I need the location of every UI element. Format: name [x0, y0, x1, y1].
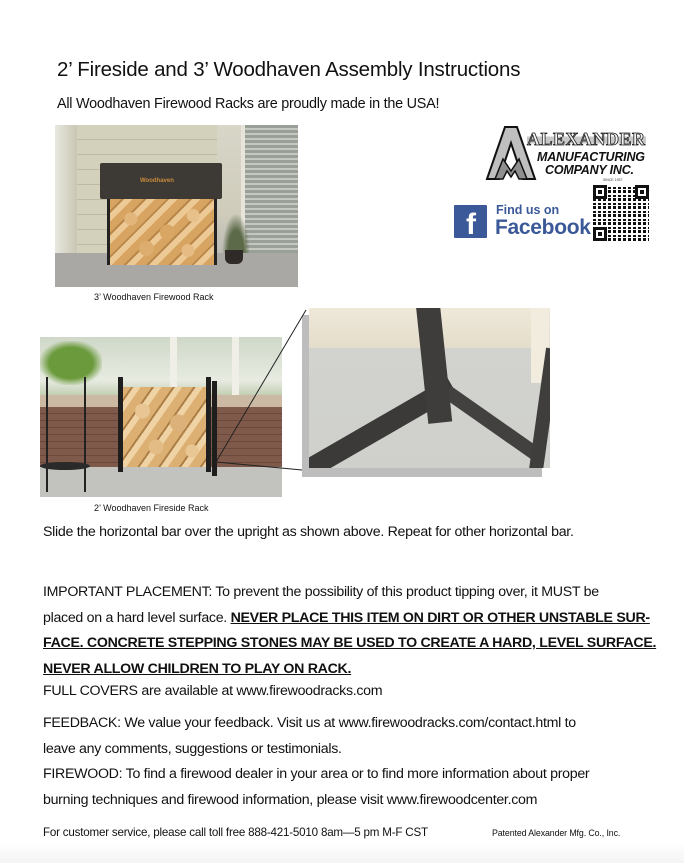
alexander-logo	[485, 125, 650, 183]
rack-upright	[212, 381, 217, 476]
plant-stand-tray	[40, 462, 90, 470]
feedback-text: FEEDBACK: We value your feedback. Visit us at www.firewoodracks.com/contact.html to leave any comments, suggestions or testimonials.	[43, 715, 576, 757]
stacked-firewood	[120, 387, 210, 467]
page-title: 2’ Fireside and 3’ Woodhaven Assembly Instructions	[57, 58, 521, 81]
logo-company: COMPANY INC.	[545, 163, 634, 177]
fireside-rack-photo	[40, 337, 282, 497]
customer-service-text: For customer service, please call toll free 888-421-5010 8am—5 pm M-F CST	[43, 826, 428, 839]
made-in-usa-subtitle: All Woodhaven Firewood Racks are proudly made in the USA!	[57, 96, 440, 112]
logo-alexander: ALEXANDER	[527, 129, 646, 149]
woodhaven-rack-photo	[55, 125, 298, 287]
warning-text: NEVER ALLOW CHILDREN TO PLAY ON RACK.	[43, 660, 352, 677]
facebook-icon: f	[454, 205, 487, 238]
find-us-on-label: Find us on	[496, 203, 560, 217]
assembly-step-text: Slide the horizontal bar over the upright as shown above. Repeat for other horizontal bar.	[43, 524, 574, 540]
logo-since: SINCE 1937	[603, 178, 623, 182]
photo2-caption: 2’ Woodhaven Fireside Rack	[94, 503, 209, 513]
qr-code-icon[interactable]	[593, 185, 649, 241]
patent-notice: Patented Alexander Mfg. Co., Inc.	[492, 828, 621, 838]
wall-trim	[55, 125, 77, 253]
facebook-badge[interactable]	[454, 203, 591, 241]
important-placement-text: IMPORTANT PLACEMENT: To prevent the possibility of this product tipping over, it MUST be placed on a hard level surface. NEVER PLACE THIS ITEM ON DIRT OR OTHER UNSTABLE SUR- FACE. CONCRETE STEPPING STONES MAY BE USED TO CREATE A HARD, LEVEL SURFACE. NEVER ALLOW CHILDREN TO PLAY ON RACK.	[43, 580, 653, 682]
window-mullion	[232, 337, 239, 399]
detail-closeup-photo	[309, 308, 550, 468]
rack-upright	[206, 377, 211, 472]
photo1-caption: 3’ Woodhaven Firewood Rack	[94, 292, 214, 302]
potted-plant	[222, 213, 250, 253]
cover-brand-label: Woodhaven	[140, 178, 174, 184]
firewood-info-text: FIREWOOD: To find a firewood dealer in your area or to find more information about proper burning techniques and firewood information, please visit www.firewoodcenter.com	[43, 766, 590, 808]
warning-text: NEVER PLACE THIS ITEM ON DIRT OR OTHER UNSTABLE SUR-	[230, 609, 650, 626]
logo-manufacturing: MANUFACTURING	[537, 150, 645, 164]
qr-finder	[593, 185, 607, 199]
facebook-wordmark: Facebook	[495, 216, 591, 239]
plant-pot	[225, 250, 243, 264]
qr-finder	[593, 227, 607, 241]
plant-stand	[46, 377, 86, 492]
stacked-firewood	[107, 199, 217, 265]
warning-text: FACE. CONCRETE STEPPING STONES MAY BE USED TO CREATE A HARD, LEVEL SURFACE.	[43, 635, 657, 651]
full-covers-text: FULL COVERS are available at www.firewoodracks.com	[43, 683, 383, 699]
footer-background	[0, 843, 684, 863]
rack-upright	[118, 377, 123, 472]
qr-finder	[635, 185, 649, 199]
